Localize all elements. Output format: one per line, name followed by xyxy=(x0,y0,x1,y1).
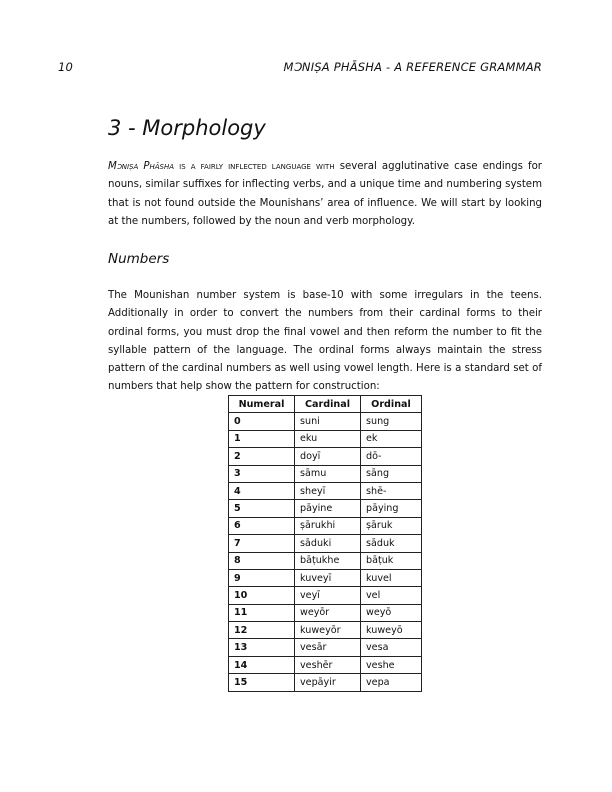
cardinal-cell: sāmu xyxy=(295,465,361,482)
cardinal-cell: kuweyōr xyxy=(295,622,361,639)
column-header-ordinal: Ordinal xyxy=(361,396,422,413)
table-row xyxy=(229,569,422,586)
numeral-cell: 8 xyxy=(229,552,295,569)
table-row xyxy=(229,517,422,534)
numeral-cell: 0 xyxy=(229,413,295,430)
table-row xyxy=(229,674,422,691)
running-title: MƆNIṢA PHĀSHA - A REFERENCE GRAMMAR xyxy=(283,60,542,74)
numeral-cell: 9 xyxy=(229,569,295,586)
ordinal-cell: sāng xyxy=(361,465,422,482)
table-row xyxy=(229,552,422,569)
table-row xyxy=(229,482,422,499)
cardinal-cell: eku xyxy=(295,430,361,447)
cardinal-cell: bāṭukhe xyxy=(295,552,361,569)
cardinal-cell: sheyī xyxy=(295,482,361,499)
page-number: 10 xyxy=(58,60,74,74)
intro-smallcaps-phrase: is a fairly inflected language with xyxy=(179,161,335,172)
numeral-cell: 13 xyxy=(229,639,295,656)
numeral-cell: 14 xyxy=(229,656,295,673)
ordinal-cell: sāduk xyxy=(361,535,422,552)
language-name: Mɔniṣa Phāsha xyxy=(108,161,175,172)
ordinal-cell: ek xyxy=(361,430,422,447)
cardinal-cell: vesār xyxy=(295,639,361,656)
chapter-title: 3 - Morphology xyxy=(108,116,266,140)
numeral-cell: 6 xyxy=(229,517,295,534)
ordinal-cell: vesa xyxy=(361,639,422,656)
ordinal-cell: sung xyxy=(361,413,422,430)
numeral-cell: 5 xyxy=(229,500,295,517)
intro-paragraph xyxy=(108,158,542,231)
cardinal-cell: veshēr xyxy=(295,656,361,673)
table-row xyxy=(229,430,422,447)
numeral-cell: 2 xyxy=(229,448,295,465)
cardinal-cell: pāyine xyxy=(295,500,361,517)
numeral-cell: 1 xyxy=(229,430,295,447)
ordinal-cell: vel xyxy=(361,587,422,604)
ordinal-cell: veshe xyxy=(361,656,422,673)
table-row xyxy=(229,639,422,656)
cardinal-cell: weyōr xyxy=(295,604,361,621)
ordinal-cell: weyō xyxy=(361,604,422,621)
ordinal-cell: kuvel xyxy=(361,569,422,586)
column-header-cardinal: Cardinal xyxy=(295,396,361,413)
cardinal-cell: doyī xyxy=(295,448,361,465)
numeral-cell: 10 xyxy=(229,587,295,604)
table-row xyxy=(229,500,422,517)
numbers-paragraph: The Mounishan number system is base-10 with some irregulars in the teens. Additionally in order to convert the numbers from their cardinal forms to their ordinal forms, you must drop the final vowel and then reform the number to fit the syllable pattern of the language. The ordinal forms always maintain the stress pattern of the cardinal numbers as well using vowel length. Here is a standard set of numbers that help show the pattern for construction: xyxy=(108,290,542,393)
ordinal-cell: pāying xyxy=(361,500,422,517)
table-row xyxy=(229,656,422,673)
table-row xyxy=(229,587,422,604)
cardinal-cell: sāduki xyxy=(295,535,361,552)
numeral-cell: 3 xyxy=(229,465,295,482)
table-row xyxy=(229,604,422,621)
numeral-cell: 15 xyxy=(229,674,295,691)
numeral-cell: 4 xyxy=(229,482,295,499)
table-row xyxy=(229,448,422,465)
table-body xyxy=(229,413,422,691)
table-row xyxy=(229,622,422,639)
running-header xyxy=(58,60,542,74)
ordinal-cell: vepa xyxy=(361,674,422,691)
column-header-numeral: Numeral xyxy=(229,396,295,413)
ordinal-cell: ṣāruk xyxy=(361,517,422,534)
numbers-table xyxy=(228,395,422,692)
intro-text: several agglutinative case endings for nouns, similar suffixes for inflecting verbs, and a unique time and numbering system that is not found outside the Mounishans’ area of influence. We will start by looking at the numbers, followed by the noun and verb morphology. xyxy=(108,161,542,227)
numeral-cell: 7 xyxy=(229,535,295,552)
numeral-cell: 11 xyxy=(229,604,295,621)
cardinal-cell: vepāyir xyxy=(295,674,361,691)
numeral-cell: 12 xyxy=(229,622,295,639)
cardinal-cell: kuveyī xyxy=(295,569,361,586)
cardinal-cell: suni xyxy=(295,413,361,430)
ordinal-cell: kuweyō xyxy=(361,622,422,639)
ordinal-cell: dō- xyxy=(361,448,422,465)
cardinal-cell: veyī xyxy=(295,587,361,604)
table-row xyxy=(229,535,422,552)
ordinal-cell: bāṭuk xyxy=(361,552,422,569)
table-header-row xyxy=(229,396,422,413)
cardinal-cell: ṣārukhi xyxy=(295,517,361,534)
ordinal-cell: shē- xyxy=(361,482,422,499)
section-title-numbers: Numbers xyxy=(108,251,170,267)
table-row xyxy=(229,465,422,482)
table-row xyxy=(229,413,422,430)
